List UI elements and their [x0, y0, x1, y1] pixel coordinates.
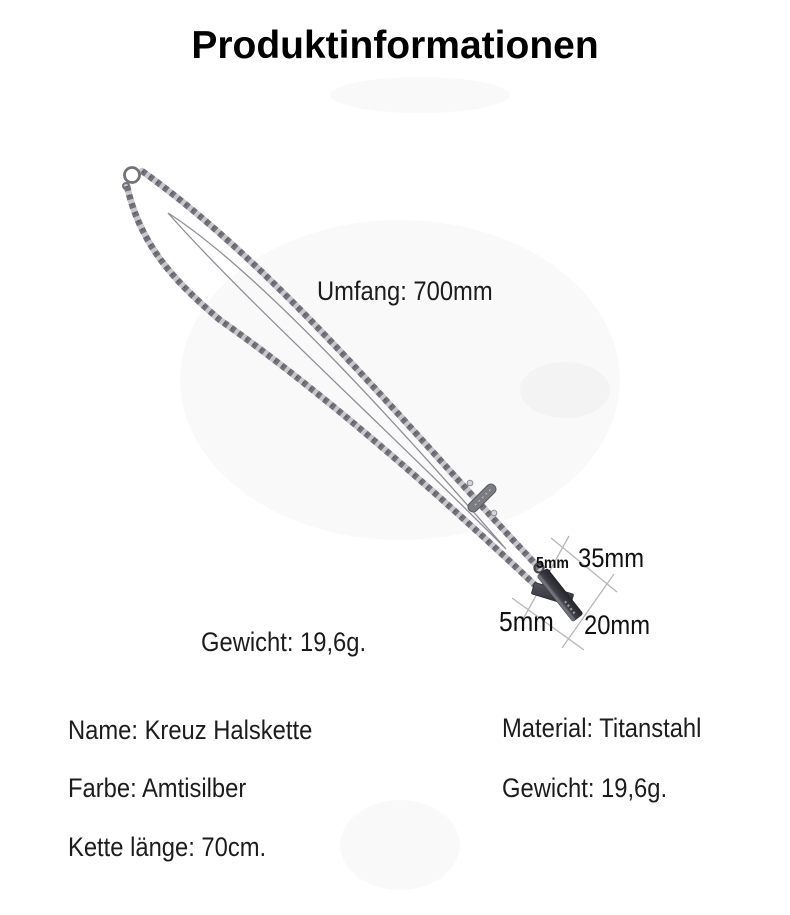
page-title: Produktinformationen — [191, 24, 599, 67]
figure-weight-label: Gewicht: 19,6g. — [201, 627, 367, 657]
spec-chain-length: Kette länge: 70cm. — [68, 832, 267, 862]
dimension-label-crossbar-width: 20mm — [584, 610, 651, 640]
dimension-label-bar-width: 5mm — [499, 606, 554, 637]
circumference-label: Umfang: 700mm — [317, 276, 493, 306]
spec-name: Name: Kreuz Halskette — [68, 715, 313, 745]
dimension-label-length: 35mm — [578, 543, 645, 573]
dimension-label-top-arm-width: 5mm — [536, 555, 569, 572]
chain-bead — [491, 510, 497, 516]
background-shading — [180, 77, 620, 890]
chain-bead — [467, 480, 473, 486]
spec-material: Material: Titanstahl — [502, 713, 702, 743]
spec-weight: Gewicht: 19,6g. — [502, 773, 668, 803]
clasp-ring-icon — [125, 168, 140, 183]
spec-color: Farbe: Amtisilber — [68, 773, 247, 803]
